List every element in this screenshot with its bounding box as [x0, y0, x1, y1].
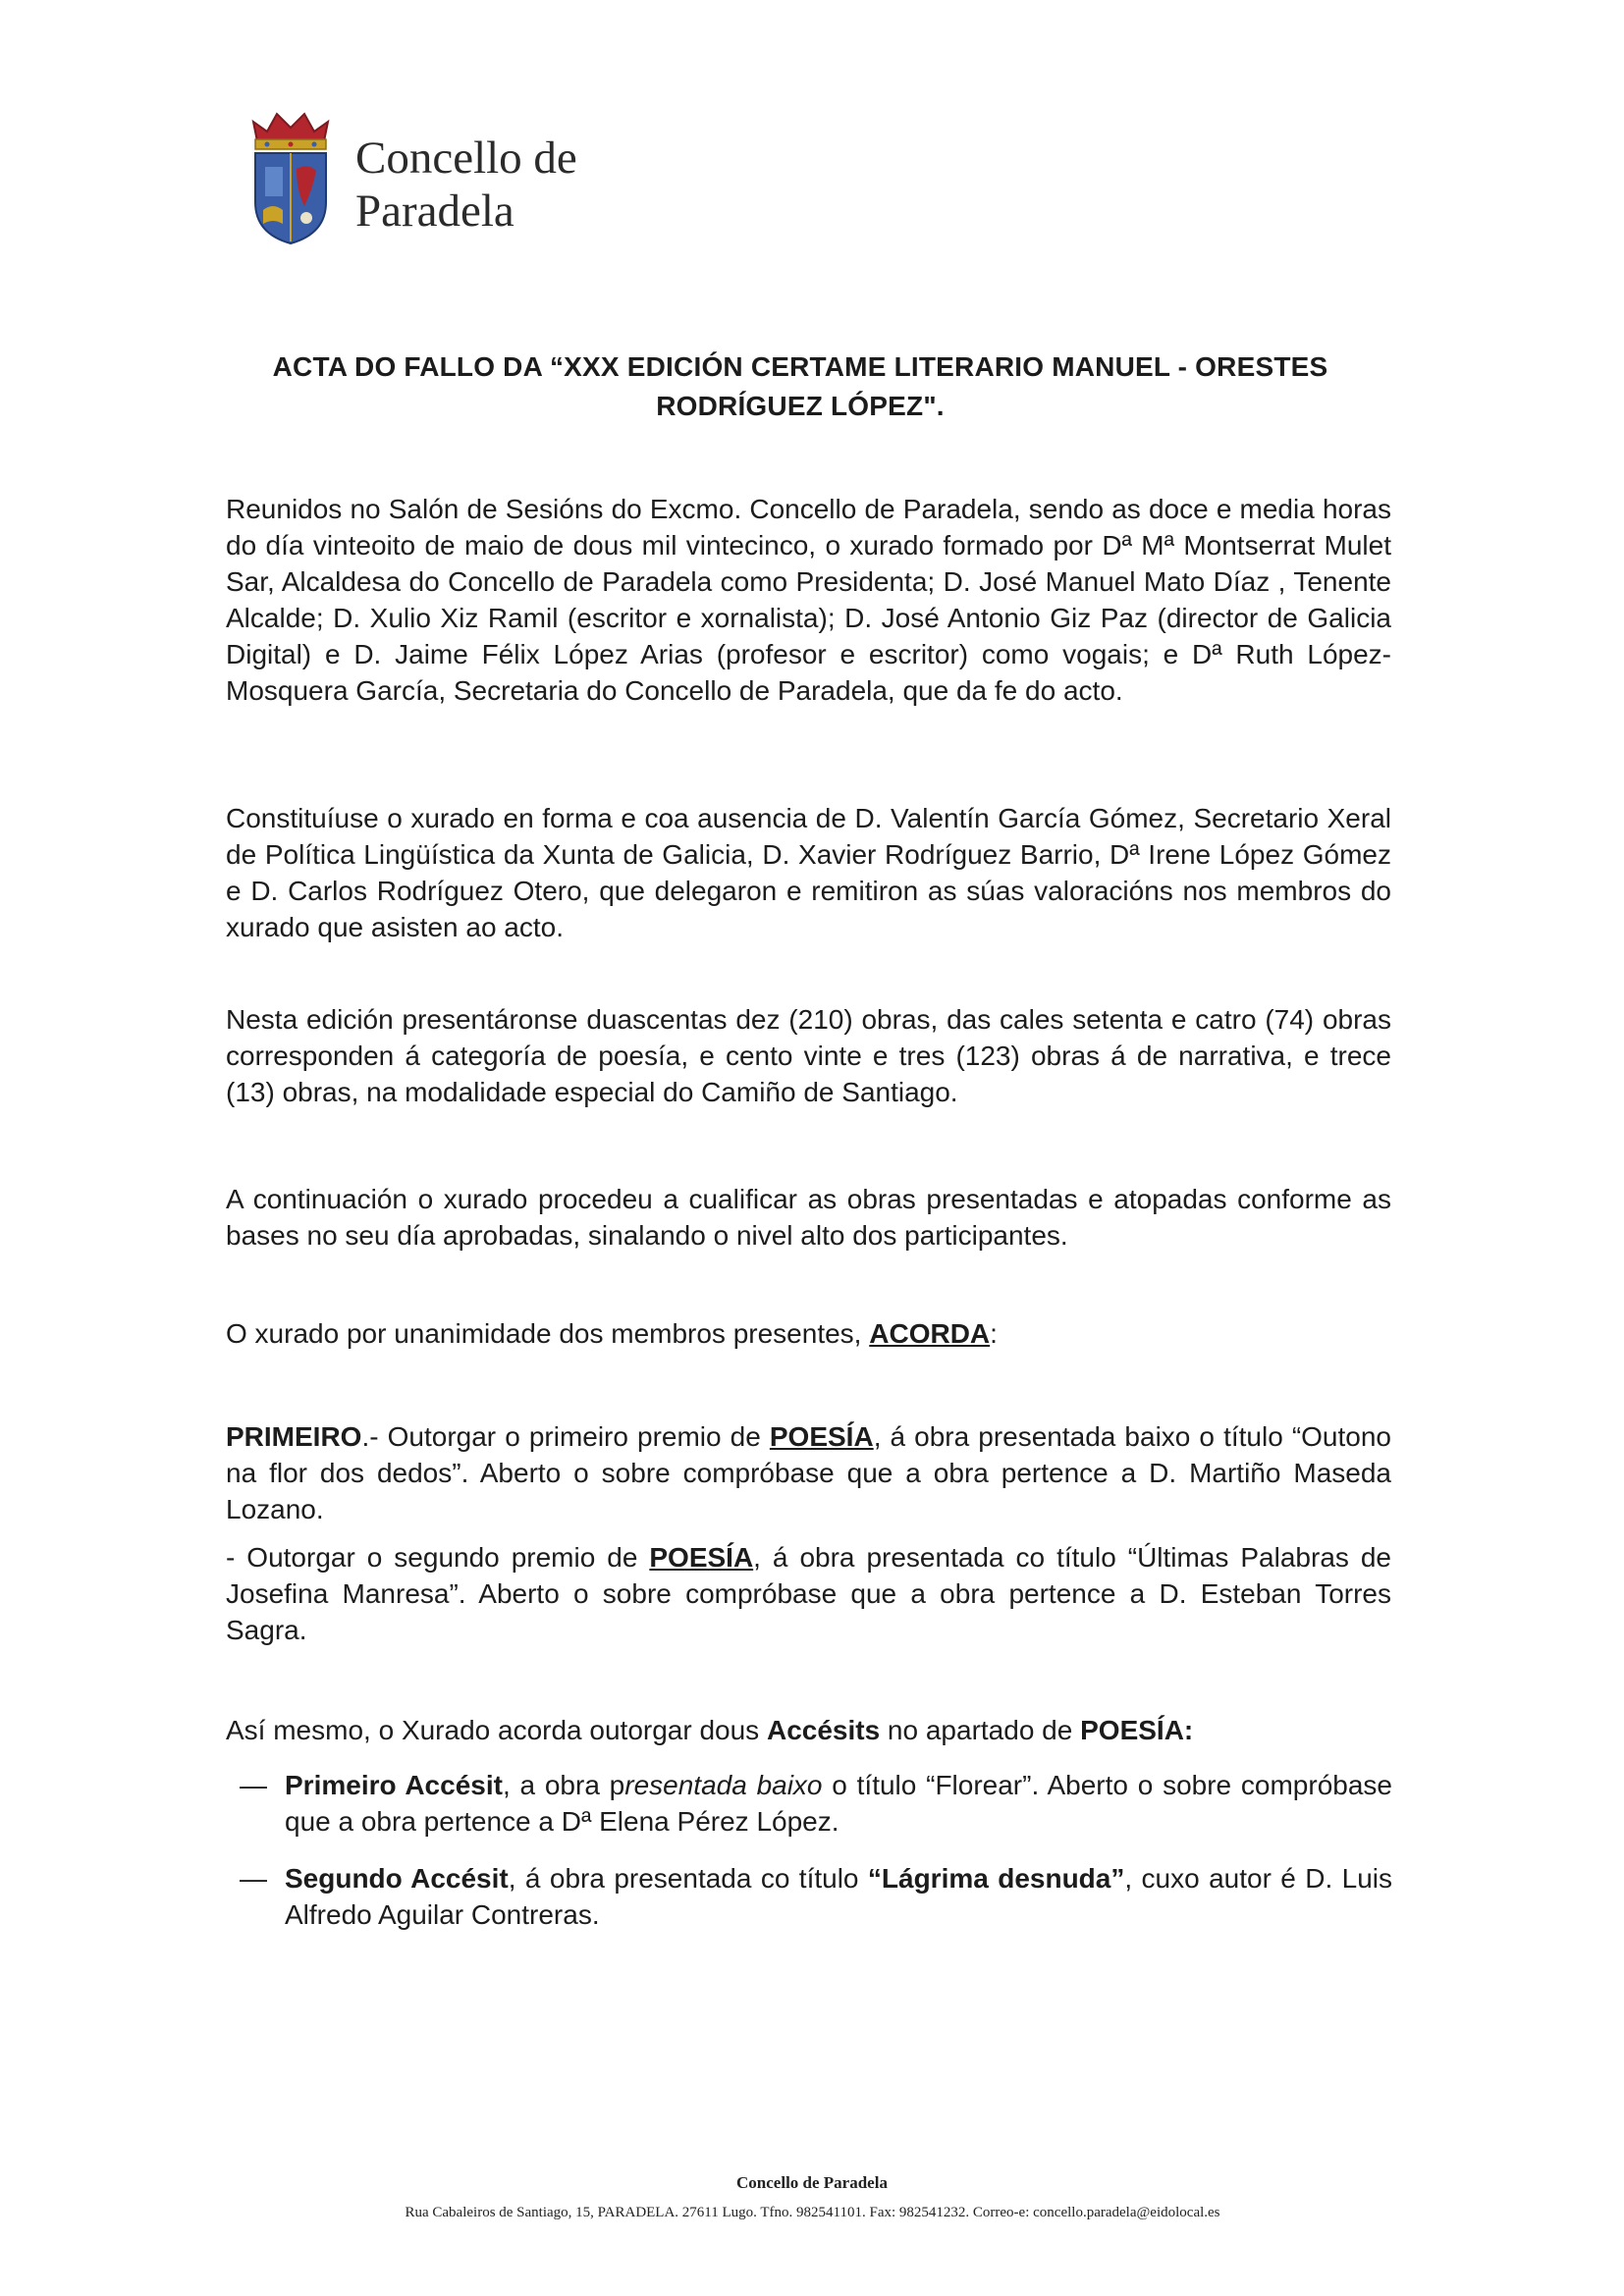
paragraph-absences: Constituíuse o xurado en forma e coa ausencia de D. Valentín García Gómez, Secretario Xeral de Política Lingüística da Xunta de Galicia, D. Xavier Rodríguez Barrio, Dª Irene López Gómez e D. Carlos Rodríguez Otero, que delegaron e remitiron as súas valoracións nos membros do xurado que asisten ao acto.	[226, 803, 1391, 942]
second-accesit-text1: , á obra presentada co título	[508, 1863, 868, 1894]
footer-address: Rua Cabaleiros de Santiago, 15, PARADELA. 27611 Lugo. Tfno. 982541101. Fax: 982541232. Correo-e: concello.paradela@eidolocal.es	[405, 2205, 1220, 2220]
organization-name	[355, 132, 577, 238]
paragraph-accesits-intro	[226, 1712, 1391, 1748]
first-accesit-text1: , a obra p	[502, 1770, 625, 1800]
paragraph-agreement	[226, 1315, 1391, 1352]
first-accesit-text2: o título “Florear”. Aberto o sobre compróbase que a obra pertence a Dª Elena Pérez López.	[285, 1770, 1392, 1837]
dash-bullet: —	[240, 1770, 267, 1800]
acorda-label: ACORDA	[869, 1318, 991, 1349]
second-accesit-label: Segundo Accésit	[285, 1863, 509, 1894]
first-accesit-italic: resentada baixo	[624, 1770, 823, 1800]
first-prize-text1: .- Outorgar o primeiro premio de	[361, 1421, 770, 1452]
document-title	[196, 347, 1404, 426]
list-item-second-accesit	[240, 1860, 1393, 1933]
footer-org-name: Concello de Paradela	[736, 2173, 888, 2192]
poesia-label-3: POESÍA:	[1080, 1715, 1194, 1745]
first-accesit-label: Primeiro Accésit	[285, 1770, 503, 1800]
primeiro-label: PRIMEIRO	[226, 1421, 362, 1452]
accesits-intro-text2: no apartado de	[880, 1715, 1081, 1745]
first-prize-text2: , á obra presentada baixo o título “Outono na flor dos dedos”. Aberto o sobre compróbase que a obra pertence a D. Martiño Maseda Lozano.	[226, 1421, 1391, 1524]
paragraph-first-prize	[226, 1418, 1391, 1527]
org-name-line2: Paradela	[355, 186, 514, 237]
accesits-label: Accésits	[766, 1715, 881, 1745]
second-prize-text2: , á obra presentada co título “Últimas Palabras de Josefina Manresa”. Aberto o sobre compróbase que a obra pertence a D. Esteban Torres Sagra.	[226, 1542, 1391, 1645]
paragraph-submissions: Nesta edición presentáronse duascentas dez (210) obras, das cales setenta e catro (74) obras corresponden á categoría de poesía, e cento vinte e tres (123) obras á de narrativa, e trece (13) obras, na modalidade especial do Camiño de Santiago.	[226, 1004, 1391, 1107]
paragraph-evaluation: A continuación o xurado procedeu a cualificar as obras presentadas e atopadas conforme as bases no seu día aprobadas, sinalando o nivel alto dos participantes.	[226, 1184, 1391, 1251]
coat-of-arms-icon	[244, 108, 338, 245]
agreement-text: O xurado por unanimidade dos membros presentes,	[226, 1318, 870, 1349]
accesits-intro-text1: Así mesmo, o Xurado acorda outorgar dous	[226, 1715, 767, 1745]
title-line2: RODRÍGUEZ LÓPEZ".	[656, 391, 945, 421]
paragraph-jury-composition: Reunidos no Salón de Sesións do Excmo. Concello de Paradela, sendo as doce e media horas do día vinteoito de maio de dous mil vintecinco, o xurado formado por Dª Mª Montserrat Mulet Sar, Alcaldesa do Concello de Paradela como Presidenta; D. José Manuel Mato Díaz , Tenente Alcalde; D. Xulio Xiz Ramil (escritor e xornalista); D. José Antonio Giz Paz (director de Galicia Digital) e D. Jaime Félix López Arias (profesor e escritor) como vogais; e Dª Ruth López-Mosquera García, Secretaria do Concello de Paradela, que da fe do acto.	[226, 494, 1391, 706]
paragraph-second-prize	[226, 1539, 1391, 1648]
dash-bullet: —	[240, 1863, 267, 1894]
list-item-first-accesit	[240, 1767, 1392, 1840]
agreement-colon: :	[990, 1318, 998, 1349]
second-accesit-text2: , cuxo autor é D. Luis Alfredo Aguilar Contreras.	[285, 1863, 1393, 1930]
poesia-label-1: POESÍA	[769, 1421, 874, 1452]
second-accesit-title: “Lágrima desnuda”	[867, 1863, 1125, 1894]
title-line1: ACTA DO FALLO DA “XXX EDICIÓN CERTAME LITERARIO MANUEL - ORESTES	[272, 351, 1328, 382]
page-footer	[0, 2171, 1624, 2224]
letterhead	[244, 108, 577, 245]
second-prize-text1: - Outorgar o segundo premio de	[226, 1542, 650, 1573]
org-name-line1: Concello de	[355, 133, 577, 184]
poesia-label-2: POESÍA	[649, 1542, 754, 1573]
